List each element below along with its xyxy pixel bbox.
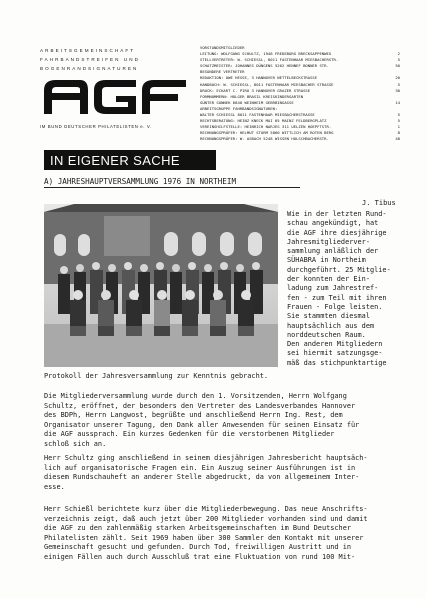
intro-column-text: [287, 210, 399, 368]
text-line: fen - zum Teil mit ihren: [287, 293, 387, 302]
officer-house-number: 30: [395, 87, 400, 93]
officer-house-number: 14: [395, 99, 400, 105]
text-line: sei hiermit satzungsge-: [287, 349, 383, 358]
text-line: Die Mitgliederversammlung wurde durch den 1. Vorsitzenden, Herrn Wolfgang: [44, 392, 347, 400]
bdph-membership-line: IM BUND DEUTSCHER PHILATELISTEN e. V.: [40, 124, 152, 129]
officer-house-number: 2: [397, 51, 400, 57]
officer-text: REDAKTION: UWE HESSE, 3 HANNOVER NETTELBECKSTRASSE: [200, 75, 318, 81]
officer-text: WALTER SCHIESSL 8011 FASTENHAAR MIESBACHERSTRASSE: [200, 112, 315, 118]
text-line: ladung zum Jahrestref-: [287, 284, 379, 293]
article-author: J. Tibus: [362, 199, 396, 207]
officer-house-number: 5: [397, 112, 400, 118]
officer-text: RECHNUNGSPRÜFER: HELMUT STURM 5860 WITTLICH AM ROTEN BERG: [200, 130, 334, 136]
officer-house-number: 50: [395, 63, 400, 69]
officer-text: FORMNUMMERN: HOLGER BRASIL KREISKINDERGARTEN: [200, 93, 304, 99]
officer-text: RECHNUNGSPRÜFER: W. ASBACH 5248 WISSEN HOLSCHBACHERSTR.: [200, 136, 329, 142]
officer-house-number: 20: [395, 75, 400, 81]
text-line: hauptsächlich aus dem: [287, 321, 375, 330]
text-line: mäß das stichpunktartige: [287, 358, 387, 367]
group-photo: [44, 204, 278, 367]
article-subheading: A) JAHRESHAUPTVERSAMMLUNG 1976 IN NORTHEIM: [44, 177, 237, 186]
text-line: Jahresmitgliederver-: [287, 237, 370, 246]
text-line: der konnten der Ein-: [287, 275, 370, 284]
agf-logo: [40, 76, 190, 116]
officer-text: HANDBUCH: W. SCHIESSL, 8011 FASTENHAAR MIESBACHER STRASSE: [200, 81, 334, 87]
officer-text: VORSTANDSMITGLIEDER: [200, 45, 245, 50]
text-line: diesem Rundschauheft an anderer Stelle abgedruckt, da von allgemeinem Inter-: [44, 473, 360, 481]
officer-text: BESONDERE VERTRETER: [200, 69, 245, 75]
text-line: Gemeinschaft gesucht und gefunden. Durch Tod, freiwilligen Austritt und in: [44, 543, 351, 551]
officer-text: RECHTSBERATUNG: HEINZ KNECK MAI 65 MAINZ FELDBERGPLATZ: [200, 118, 327, 124]
paragraph-opening: [44, 392, 394, 449]
officer-text: LEITUNG: WOLFGANG SCHULTZ, 1948 FREDEBURG BRECKSAPPENWEG: [200, 51, 332, 57]
text-line: Schultz, eröffnet, der besonders den Vertreter des Landesverbandes Hannover: [44, 401, 356, 410]
officers-list: [200, 45, 400, 143]
text-line: sammlung anläßlich der: [287, 247, 379, 256]
officer-house-number: 8: [397, 130, 400, 136]
text-line: die AGF aussprach. Ein kurzes Gedenken für die verstorbenen Mitglieder: [44, 430, 335, 438]
paragraph-annual-report: [44, 454, 394, 492]
text-line: Den anderen Mitgliedern: [287, 340, 383, 349]
officer-row: [200, 136, 400, 142]
org-name-block: [40, 46, 196, 73]
text-line: einigen Fällen auch durch Ausschluß trat eine Fluktuation von rund 100 Mit-: [44, 552, 356, 561]
text-line: schloß sich an.: [44, 439, 107, 448]
text-line: esse.: [44, 482, 65, 491]
text-line: durchgeführt. 25 Mitglie-: [287, 265, 391, 274]
text-line: verzeichnis zeigt, daß auch jetzt über 200 Mitglieder vorhanden sind und damit: [44, 514, 368, 523]
subheading-underline: [44, 187, 300, 188]
officer-house-number: 5: [397, 118, 400, 124]
officer-text: ARBEITSGRUPPE FAHRBANDSIGNATUREN:: [200, 105, 278, 111]
section-banner: IN EIGENER SACHE: [44, 150, 216, 170]
text-line: Philatelisten zählt. Seit 1969 haben über 300 Sammler den Kontakt mit unserer: [44, 533, 364, 542]
text-line: Herr Schultz ging anschließend in seinem diesjährigen Jahresbericht hauptsäch-: [44, 454, 368, 462]
paragraph-membership: [44, 505, 394, 562]
officer-house-number: 48: [395, 136, 400, 142]
text-line: die AGF ihre diesjährige: [287, 228, 387, 237]
text-line: norddeutschen Raum.: [287, 330, 366, 339]
org-line-1: ARBEITSGEMEINSCHAFT: [40, 48, 136, 53]
officer-text: STELLVERTRETER: W. SCHIESSL, 8011 FASTENHAAR MIESBACHERSTR.: [200, 57, 339, 63]
text-line: des BDPh, Herrn Langwost, begrüßte und anschließend Herrn Ing. Rest, dem: [44, 411, 343, 419]
officer-text: DRUCK: ECKART C. PIRO 3 HANNOVER GRAZER STRASSE: [200, 87, 311, 93]
officer-house-number: 5: [397, 81, 400, 87]
text-line: Herr Schießl berichtete kurz über die Mitgliederbewegung. Das neue Anschrifts-: [44, 505, 368, 513]
text-line: Frauen - Folge leisten.: [287, 302, 383, 311]
text-line: lich auf organisatorische Fragen ein. Ein Auszug seiner Ausführungen ist in: [44, 463, 356, 472]
org-line-2: FAHRBANDSTREIFEN UND: [40, 57, 140, 62]
text-line: Organisator unserer Tagung, den Dank aller Anwesenden für seinen Einsatz für: [44, 420, 360, 429]
text-line: Sie stammten diesmal: [287, 312, 370, 321]
officer-text: SCHATZMEISTER: JOHANNES DÜNGENS 5202 HENNEF BONNER STR.: [200, 63, 329, 69]
text-line: Wie in der letzten Rund-: [287, 210, 387, 218]
logo-text: AGF: [40, 76, 43, 77]
protocol-line: Protokoll der Jahresversammlung zur Kenntnis gebracht.: [44, 372, 269, 380]
officer-text: GÜNTER SONNEK 6840 WEINHEIM GEBRBINGASSE: [200, 99, 294, 105]
org-line-3: BOGENRANDSIGNATUREN: [40, 66, 139, 71]
text-line: SÜHABRA in Northeim: [287, 256, 366, 265]
text-line: die AGF zu den zahlenmäßig starken Arbeitsgemeinschaften im Bund Deutscher: [44, 524, 351, 532]
text-line: schau angekündigt, hat: [287, 219, 379, 228]
officer-house-number: 1: [397, 124, 400, 130]
officer-text: VEREINSHILFSTELLE: HEINRICH NARJES 311 UELZEN HOEPFTSTR.: [200, 124, 332, 130]
officer-house-number: 5: [397, 57, 400, 63]
